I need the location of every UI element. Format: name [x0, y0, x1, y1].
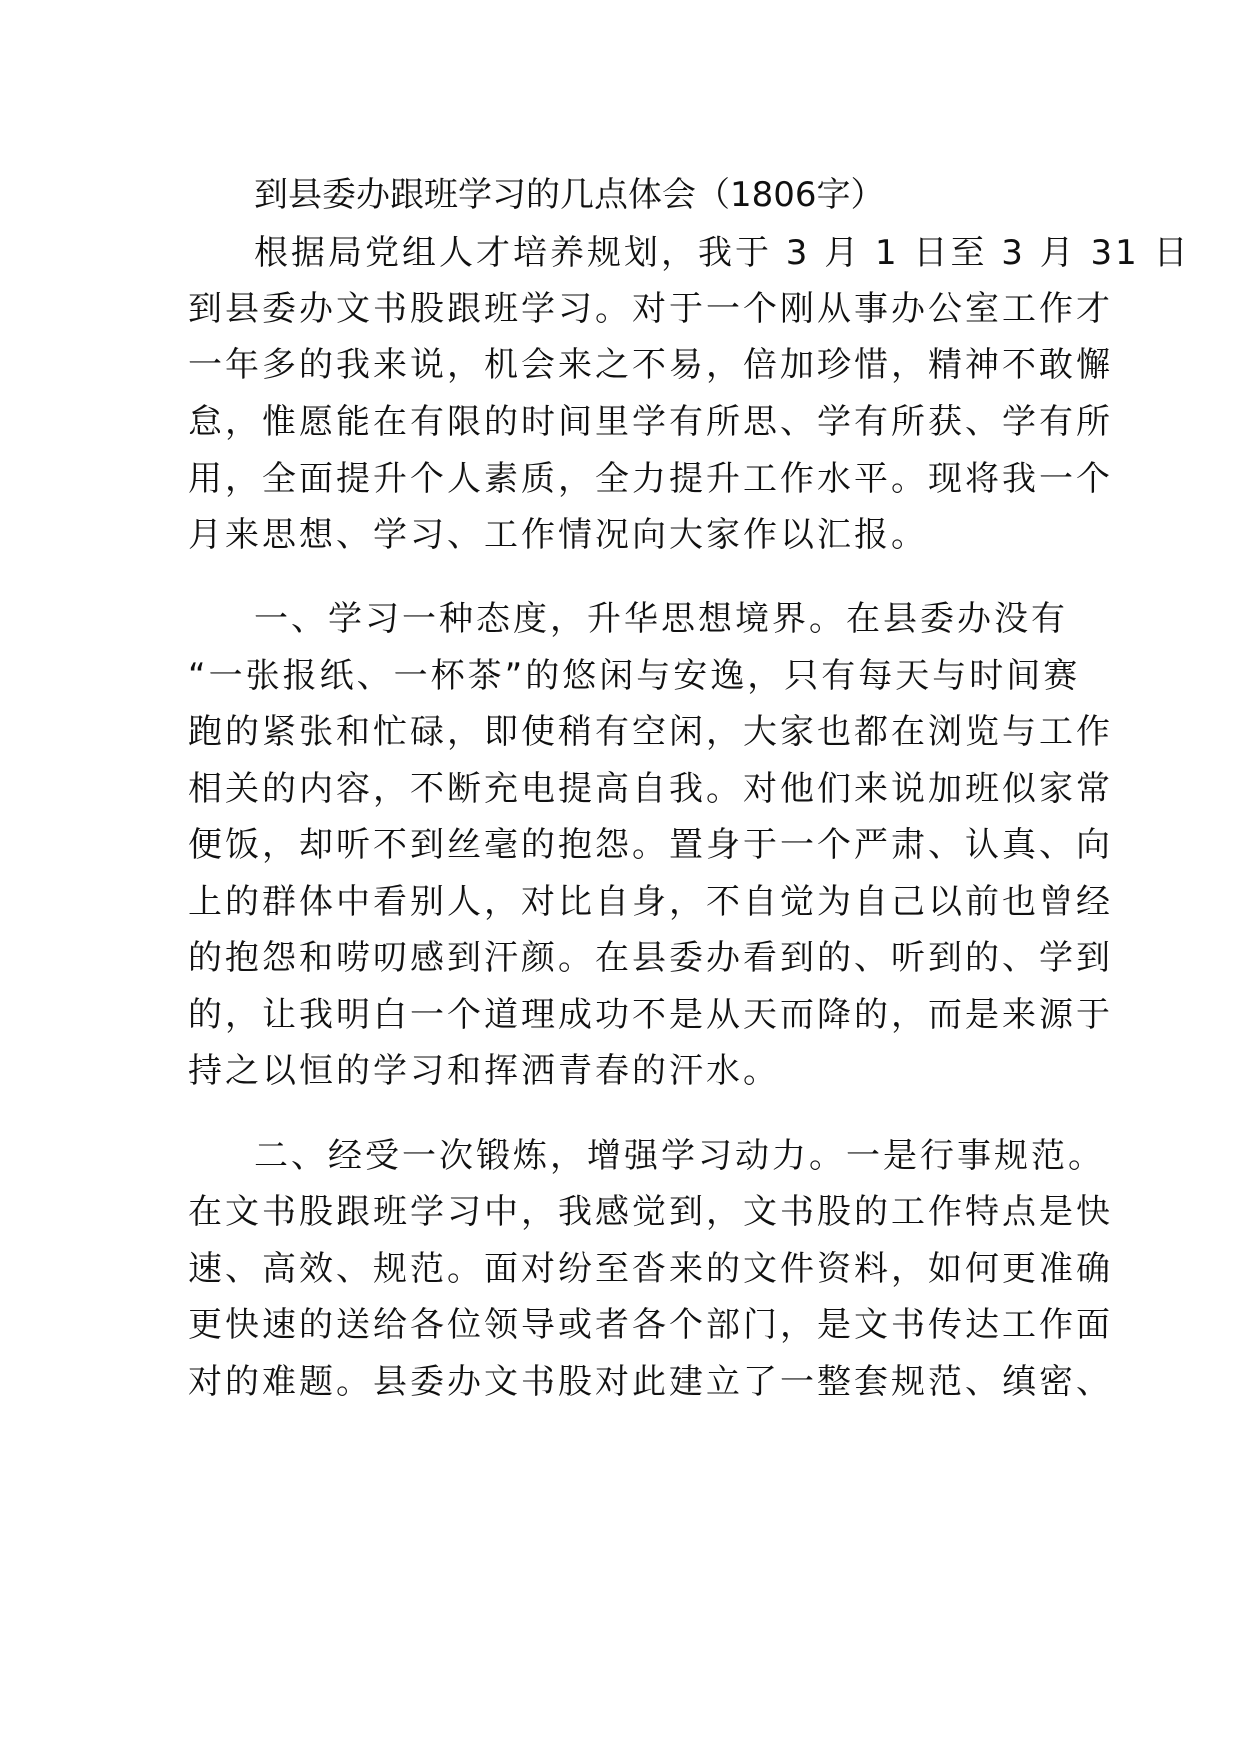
paragraph-2-line-1: 一、学习一种态度，升华思想境界。在县委办没有 — [254, 599, 1068, 639]
paragraph-2-line-6: 上的群体中看别人，对比自身，不自觉为自己以前也曾经 — [188, 882, 1113, 922]
paragraph-3-line-2: 在文书股跟班学习中，我感觉到，文书股的工作特点是快 — [188, 1192, 1113, 1232]
paragraph-2-line-8: 的，让我明白一个道理成功不是从天而降的，而是来源于 — [188, 995, 1113, 1035]
paragraph-3-line-3: 速、高效、规范。面对纷至沓来的文件资料，如何更准确 — [188, 1249, 1113, 1289]
paragraph-2-line-5: 便饭，却听不到丝毫的抱怨。置身于一个严肃、认真、向 — [188, 825, 1113, 865]
paragraph-1-line-1: 根据局党组人才培养规划，我于 3 月 1 日至 3 月 31 日 — [254, 233, 1191, 273]
paragraph-1-line-5: 用，全面提升个人素质，全力提升工作水平。现将我一个 — [188, 459, 1113, 499]
paragraph-2-line-2: “一张报纸、一杯茶”的悠闲与安逸，只有每天与时间赛 — [188, 656, 1081, 696]
paragraph-2-line-3: 跑的紧张和忙碌，即使稍有空闲，大家也都在浏览与工作 — [188, 712, 1113, 752]
document-title: 到县委办跟班学习的几点体会（1806字） — [254, 175, 885, 215]
paragraph-3-line-5: 对的难题。县委办文书股对此建立了一整套规范、缜密、 — [188, 1362, 1113, 1402]
paragraph-2-line-7: 的抱怨和唠叨感到汗颜。在县委办看到的、听到的、学到 — [188, 938, 1113, 978]
paragraph-1-line-4: 怠，惟愿能在有限的时间里学有所思、学有所获、学有所 — [188, 402, 1113, 442]
paragraph-1-line-6: 月来思想、学习、工作情况向大家作以汇报。 — [188, 515, 928, 555]
paragraph-1-line-3: 一年多的我来说，机会来之不易，倍加珍惜，精神不敢懈 — [188, 345, 1113, 385]
paragraph-3-line-4: 更快速的送给各位领导或者各个部门，是文书传达工作面 — [188, 1305, 1113, 1345]
paragraph-1-line-2: 到县委办文书股跟班学习。对于一个刚从事办公室工作才 — [188, 289, 1113, 329]
paragraph-3-line-1: 二、经受一次锻炼，增强学习动力。一是行事规范。 — [254, 1136, 1105, 1176]
paragraph-2-line-9: 持之以恒的学习和挥洒青春的汗水。 — [188, 1051, 780, 1091]
paragraph-2-line-4: 相关的内容，不断充电提高自我。对他们来说加班似家常 — [188, 769, 1113, 809]
